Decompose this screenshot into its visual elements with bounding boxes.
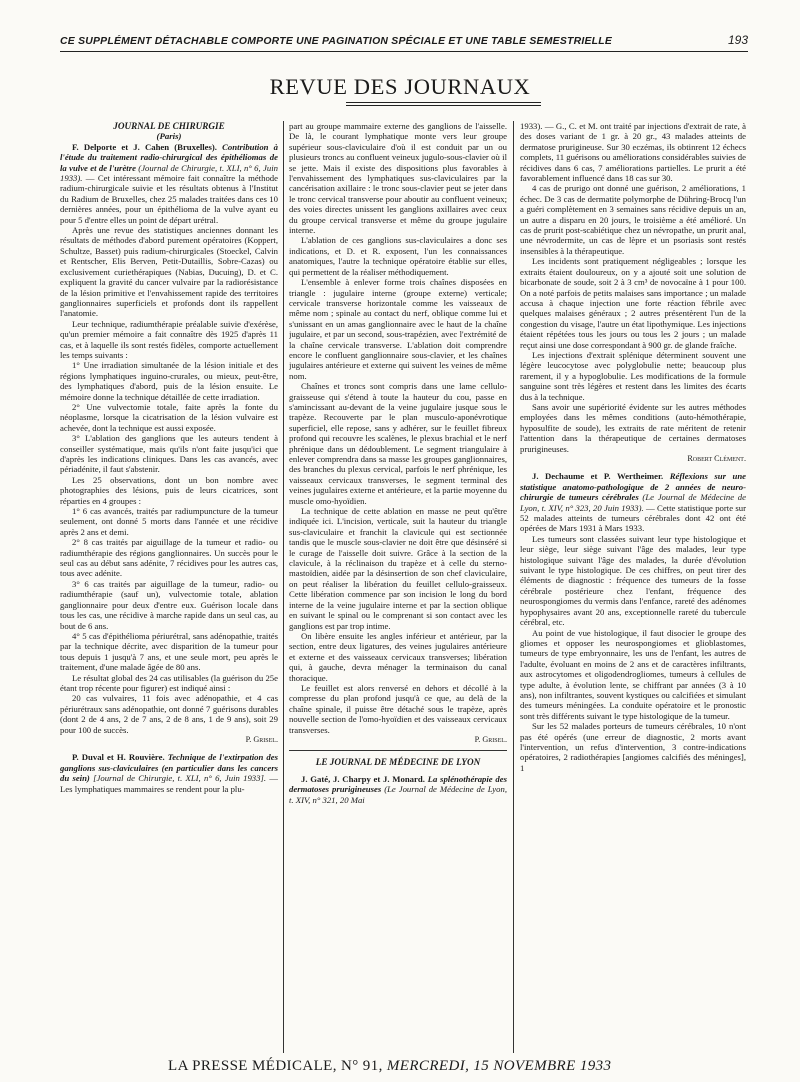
section-rule	[289, 750, 507, 751]
article-title: Réflexions sur une statistique anatomo-pathologique de 2 années de neuro-chirurgie de tumeurs cérébrales	[520, 471, 746, 503]
article-source: [Journal de Chirurgie, t. XLI, n° 6, Juin 1933].	[93, 773, 267, 784]
article-title: La splénothérapie des dermatoses prurigineuses	[289, 773, 507, 795]
signature: Robert Clément.	[687, 454, 746, 463]
section-heading: LE JOURNAL DE MÉDECINE DE LYON	[315, 757, 481, 768]
footer-journal: LA PRESSE MÉDICALE, N° 91,	[168, 1058, 383, 1074]
paragraph: Sans avoir une supériorité évidente sur les autres méthodes employées dans les mêmes conditions (auto-hémothérapie, hyposulfite de soude), les extraits de rate méritent de retenir l'attention dans la thérapeutique de certaines dermatoses prurigineuses.	[520, 401, 746, 454]
paragraph: Chaînes et troncs sont compris dans une lame cellulo-graisseuse qui s'étend à toute la hauteur du cou, passe en s'amincissant au-devant de la veine jugulaire jusque sous le trapèze. Recouverte par le plan musculo-aponévrotique superficiel, elle repose, sans y adhérer, sur le feuillet fibreux profond qui recouvre les scalènes, le plexus brachial et le nerf phrénique dans un dédoublement. Le segment triangulaire à enlever comprendra dans sa masse les groupes ganglionnaires, des branches du plexus cervical, parfois le nerf phrénique, les vaisseaux cervicaux transverses, le segment terminal des veines jugulaires externe et antérieure, et la partie moyenne du muscle omo-hyoïdien.	[289, 381, 507, 506]
article-heading	[60, 752, 278, 794]
section-subheading: (Paris)	[156, 131, 182, 142]
paragraph: part au groupe mammaire externe des ganglions de l'aisselle. De là, le courant lymphatique monte vers leur groupe supérieur sous-claviculaire d'où il est conduit par un ou plusieurs troncs au confluent veineux jugulo-sous-clavier où il se jette. Mais il existe des dispositions plus favorables à l'envahissement des lymphatiques sus-claviculaires par la cancérisation axillaire : le tronc sous-clavier peut se jeter dans le tronc cervical transverse pour aboutir au confluent veineux; des voies directes unissent les ganglions axillaires avec ceux du groupe cervical transverse et même du groupe jugulaire interne.	[289, 121, 507, 236]
article-text: — Cet intéressant mémoire fait connaître la méthode radium-chirurgicale suivie et les résultats obtenus à l'Institut du Radium de Bruxelles, chez 25 malades traitées dans ces 10 dernières années, pour un épithélioma de la vulve ayant eu pour 5 d'entre elles un point de départ urétral.	[60, 173, 278, 225]
paragraph: Sur les 52 malades porteurs de tumeurs cérébrales, 10 n'ont pas été opérés (une erreur de diagnostic, 2 morts avant l'intervention, un refus d'intervention, 3 contre-indications opératoires, 2 radiothérapies [angiomes calcifiés des méninges], 1	[520, 721, 746, 773]
footer-date: MERCREDI, 15 NOVEMBRE 1933	[386, 1058, 612, 1074]
article-heading	[289, 774, 507, 805]
paragraph: On libère ensuite les angles inférieur et antérieur, par la section, entre deux ligatures, des veines jugulaires antérieure et externe et des vaisseaux cervicaux transverses; libération qui, à gauche, devra ménager la terminaison du canal thoracique.	[289, 630, 507, 683]
page-number: 193	[727, 33, 748, 47]
section-heading: JOURNAL DE CHIRURGIE	[113, 121, 225, 131]
paragraph: Leur technique, radiumthérapie préalable suivie d'exérèse, qu'un premier mémoire a fait connaître dès 1925 d'après 11 cas, et à laquelle ils sont restés fidèles, comporte actuellement les temps suivants :	[60, 318, 278, 360]
title-underline	[346, 102, 541, 106]
article-text: — Les lymphatiques mammaires se rendent pour la plu-	[60, 773, 278, 794]
column-3	[520, 121, 746, 1056]
paragraph: La technique de cette ablation en masse ne peut qu'être indiquée ici. L'incision, verticale, suit la hauteur du triangle sus-claviculaire et franchit la clavicule qui est sectionnée tandis que le muscle sous-clavier ne doit être que désinséré si le curage de l'aisselle doit suivre. Grâce à la section de la clavicule, à la réclinaison du trapèze et à celle du sterno-mastoïdien, aidée par la désinsertion de son chef claviculaire, on peut réaliser la libération du feuillet cellulo-graisseux. Cette libération commence par son incision le long du bord interne de la veine jugulaire interne et par la section oblique en suivant le spinal ou le comprenant si son contact avec les ganglions est par trop intime.	[289, 506, 507, 631]
paragraph: 3° L'ablation des ganglions que les auteurs tendent à conseiller systématique, mais qu'ils n'ont faite jusqu'ici que d'après les indications cliniques. Dans les cas avancés, avec périadénite, il faut s'abstenir.	[60, 433, 278, 475]
paragraph: 4° 5 cas d'épithélioma périurétral, sans adénopathie, traités par la technique décrite, avec disparition de la tumeur pour tous depuis 1 jusqu'à 7 ans, et une seule mort, peu après le traitement, d'une malade âgée de 80 ans.	[60, 630, 278, 673]
page-footer	[168, 1058, 611, 1075]
paragraph: 1933). — G., C. et M. ont traité par injections d'extrait de rate, à des doses variant de 1 gr. à 20 gr., 43 malades atteints de dermatose prurigineuse. Sur 30 eczémas, ils obtinrent 12 échecs complets, 11 guérisons ou améliorations considérables suivies de récidives dans 6 cas, 7 améliorations partielles. Le prurit a été favorablement influencé dans 18 cas sur 30.	[520, 121, 746, 184]
paragraph: L'ablation de ces ganglions sus-claviculaires a donc ses indications, et D. et R. exposent, l'un les connaissances anatomiques, l'autre la technique opératoire établie sur elles, qui permettent de la réaliser méthodiquement.	[289, 235, 507, 277]
paragraph: Au point de vue histologique, il faut disocier le groupe des gliomes et opposer les neurospongiomes et glioblastomes, tumeurs de type embryonnaire, les uns de l'enfant, les autres de l'adulte, évoluant en moins de 2 ans et de caractères infiltrants, aux astrocytomes et oligodendrogliomes, tumeurs à cellules de type adulte, à évolution lente, se chiffrant par années (3 à 10 ans), non infiltrantes, souvent kystiques ou calcifiées et simulant des tumeurs méningées. La conduite opératoire et le pronostic sont très différents suivant le type histologique de la tumeur.	[520, 627, 746, 721]
article-text: — Cette statistique porte sur 52 malades atteints de tumeurs cérébrales dont 42 ont été opérées de Mars 1931 à Mars 1933.	[520, 502, 746, 534]
paragraph: 3° 6 cas traités par aiguillage de la tumeur, radio- ou radiumthérapie (sauf un), vulvectomie totale, ablation ganglionnaire pour deux d'entre eux. Guérison locale dans tous les cas, une récidive à marche rapide dans un seul cas, au bout de 6 ans.	[60, 578, 278, 631]
spacer	[60, 745, 278, 752]
paragraph: Les injections d'extrait splénique déterminent souvent une légère leucocytose avec polyglobulie nette; beaucoup plus rarement, il y a hypoglobulie. Les modifications de la formule sanguine sont très légères et restent dans les limites des écarts dus à la technique.	[520, 349, 746, 402]
paragraph: Les 25 observations, dont un bon nombre avec photographies des lésions, puis de leurs cicatrices, sont réparties en 4 groupes :	[60, 474, 278, 506]
supplement-notice: CE SUPPLÉMENT DÉTACHABLE COMPORTE UNE PAGINATION SPÉCIALE ET UNE TABLE SEMESTRIELLE	[60, 36, 613, 47]
paragraph: 2° Une vulvectomie totale, faite après la fonte du néoplasme, lorsque la cicatrisation de la lésion vulvaire est achevée, dont la technique est aussi exposée.	[60, 401, 278, 433]
article-source: (Journal de Chirurgie, t. XLI, n° 6, Juin 1933).	[60, 162, 278, 184]
article-authors: J. Gaté, J. Charpy et J. Monard.	[301, 773, 425, 784]
paragraph: Les incidents sont pratiquement négligeables ; lorsque les extraits étaient douloureux, on y a ajouté soit une solution de bicarbonate de soude, soit 2 à 3 cm³ de novocaïne à 1 pour 100. On a noté parfois de petits malaises sans importance ; un malade accusa à chaque injection une forte réaction fébrile avec quelques malaises généraux ; 2 autres présentèrent l'un de la congestion du visage, l'autre un état lipothymique. Les injections étaient répétées tous les jours ou tous les 2 jours ; un malade reçut ainsi une dose correspondant à 900 gr. de glande fraîche.	[520, 256, 746, 350]
paragraph: 1° Une irradiation simultanée de la lésion initiale et des régions lymphatiques inguino-crurales, ou mieux, peut-être, des lymphatiques d'abord, puis de la lésion ensuite. Le mémoire donne la technique détaillée de cette irradiation.	[60, 360, 278, 402]
article-title: Contribution à l'étude du traitement radio-chirurgical des épithéliomas de la vulve et de l'urètre	[60, 141, 278, 173]
signature: P. Grisel.	[245, 734, 278, 744]
column-divider-2	[513, 121, 514, 1053]
paragraph: Le résultat global des 24 cas utilisables (la guérison du 25e étant trop récente pour figurer) est indiqué ainsi :	[60, 672, 278, 693]
header-rule	[60, 51, 748, 52]
article-source: (Le Journal de Médecine de Lyon, t. XIV, n° 321, 20 Mai	[289, 784, 507, 805]
column-1	[60, 121, 278, 1056]
paragraph: 2° 8 cas traités par aiguillage de la tumeur et radio- ou radiumthérapie des régions ganglionnaires. Un succès pour le seul cas au début sans adénite, 7 récidives pour les autres cas, tous avec adénite.	[60, 537, 278, 579]
column-divider-1	[283, 121, 284, 1053]
paragraph: Le feuillet est alors renversé en dehors et décollé à la compresse du plan profond jusqu'à ce que, au delà de la chaîne spinale, il puisse être détaché sous le trapèze, après nouvelle section de l'omo-hyoïdien et des vaisseaux cervicaux transverses.	[289, 682, 507, 735]
paragraph: 20 cas vulvaires, 11 fois avec adénopathie, et 4 cas périurétraux sans adénopathie, ont donné 7 guérisons durables (dont 2 de 4 ans, 2 de 7 ans, 2 de 8 ans, 1 de 9 ans), soit 29 pour 100 de succès.	[60, 693, 278, 735]
article-heading	[60, 142, 278, 225]
article-authors: P. Duval et H. Rouvière.	[72, 752, 165, 763]
article-authors: J. Dechaume et P. Wertheimer.	[532, 471, 664, 482]
paragraph: Les tumeurs sont classées suivant leur type histologique et leur siège, leur siège suivant l'âge des malades, leur type histologique suivant l'âge des malades, la durée d'évolution suivant le type histologique. De ces chiffres, on peut tirer des éléments de diagnostic : fréquence des tumeurs de la fosse cérébrale postérieure chez l'enfant, fréquence des neurospongiomes du vermis dans l'enfance, rareté des adénomes hypophysaires avant 20 ans, exceptionnelle rareté du tubercule cérébral, etc.	[520, 533, 746, 628]
paragraph: 1° 6 cas avancés, traités par radiumpuncture de la tumeur seulement, ont donné 5 morts dans l'année et une récidive après 2 ans et demi.	[60, 506, 278, 537]
signature: P. Grisel.	[474, 734, 507, 744]
spacer	[520, 464, 746, 471]
column-2	[289, 121, 507, 1056]
paragraph: Après une revue des statistiques anciennes donnant les résultats de méthodes d'abord purement opératoires (Koppert, Schultze, Basset) puis radium-chirurgicales (Stoeckel, Calvin et Rentscher, Elis Berven, Petit-Dutaillis, Sobre-Cazas) ou exclusivement curiethérapiques (Nabias, Ducuing), D. et C. expliquent la gravité du cancer vulvaire par la radiorésistance de la lésion primitive et l'envahissement rapide des territoires ganglionnaires superficiels et profonds dont ils rappellent l'anatomie.	[60, 225, 278, 319]
paragraph: L'ensemble à enlever forme trois chaînes disposées en triangle : jugulaire interne (groupe externe) verticale; cervicale transverse horizontale comme les vaisseaux de même nom ; spinale au contact du nerf, oblique comme lui et s'unissant en un amas ganglionnaire avec le haut de la chaîne jugulaire, et par un second, sous-trapézien, avec l'extrémité de la chaîne cervicale transverse. L'ablation doit comprendre encore le confluent ganglionnaire sous-clavier, et les chaînes jugulaires antérieure et externe qui suivent les veines de même nom.	[289, 277, 507, 381]
article-heading	[520, 471, 746, 533]
article-source: (Le Journal de Médecine de Lyon, t. XIV, n° 323, 20 Juin 1933).	[520, 492, 746, 513]
running-header	[60, 33, 748, 47]
page-title: REVUE DES JOURNAUX	[269, 74, 531, 99]
paragraph: 4 cas de prurigo ont donné une guérison, 2 améliorations, 1 échec. De 3 cas de dermatite polymorphe de Dühring-Brocq l'un a guéri complètement en 3 semaines sans récidive depuis un an, un autre a disparu en 20 jours, le troisième a été amélioré. Un cas de prurit post-scabiétique chez un névropathe, un prurit anal, une névrodermite, un cas de lèpre et un psoriasis sont restés insensibles à la thérapeutique.	[520, 183, 746, 256]
article-title: Technique de l'extirpation des ganglions sus-claviculaires (en particulier dans les cancers du sein)	[60, 752, 278, 784]
article-authors: F. Delporte et J. Cahen (Bruxelles).	[72, 141, 217, 152]
